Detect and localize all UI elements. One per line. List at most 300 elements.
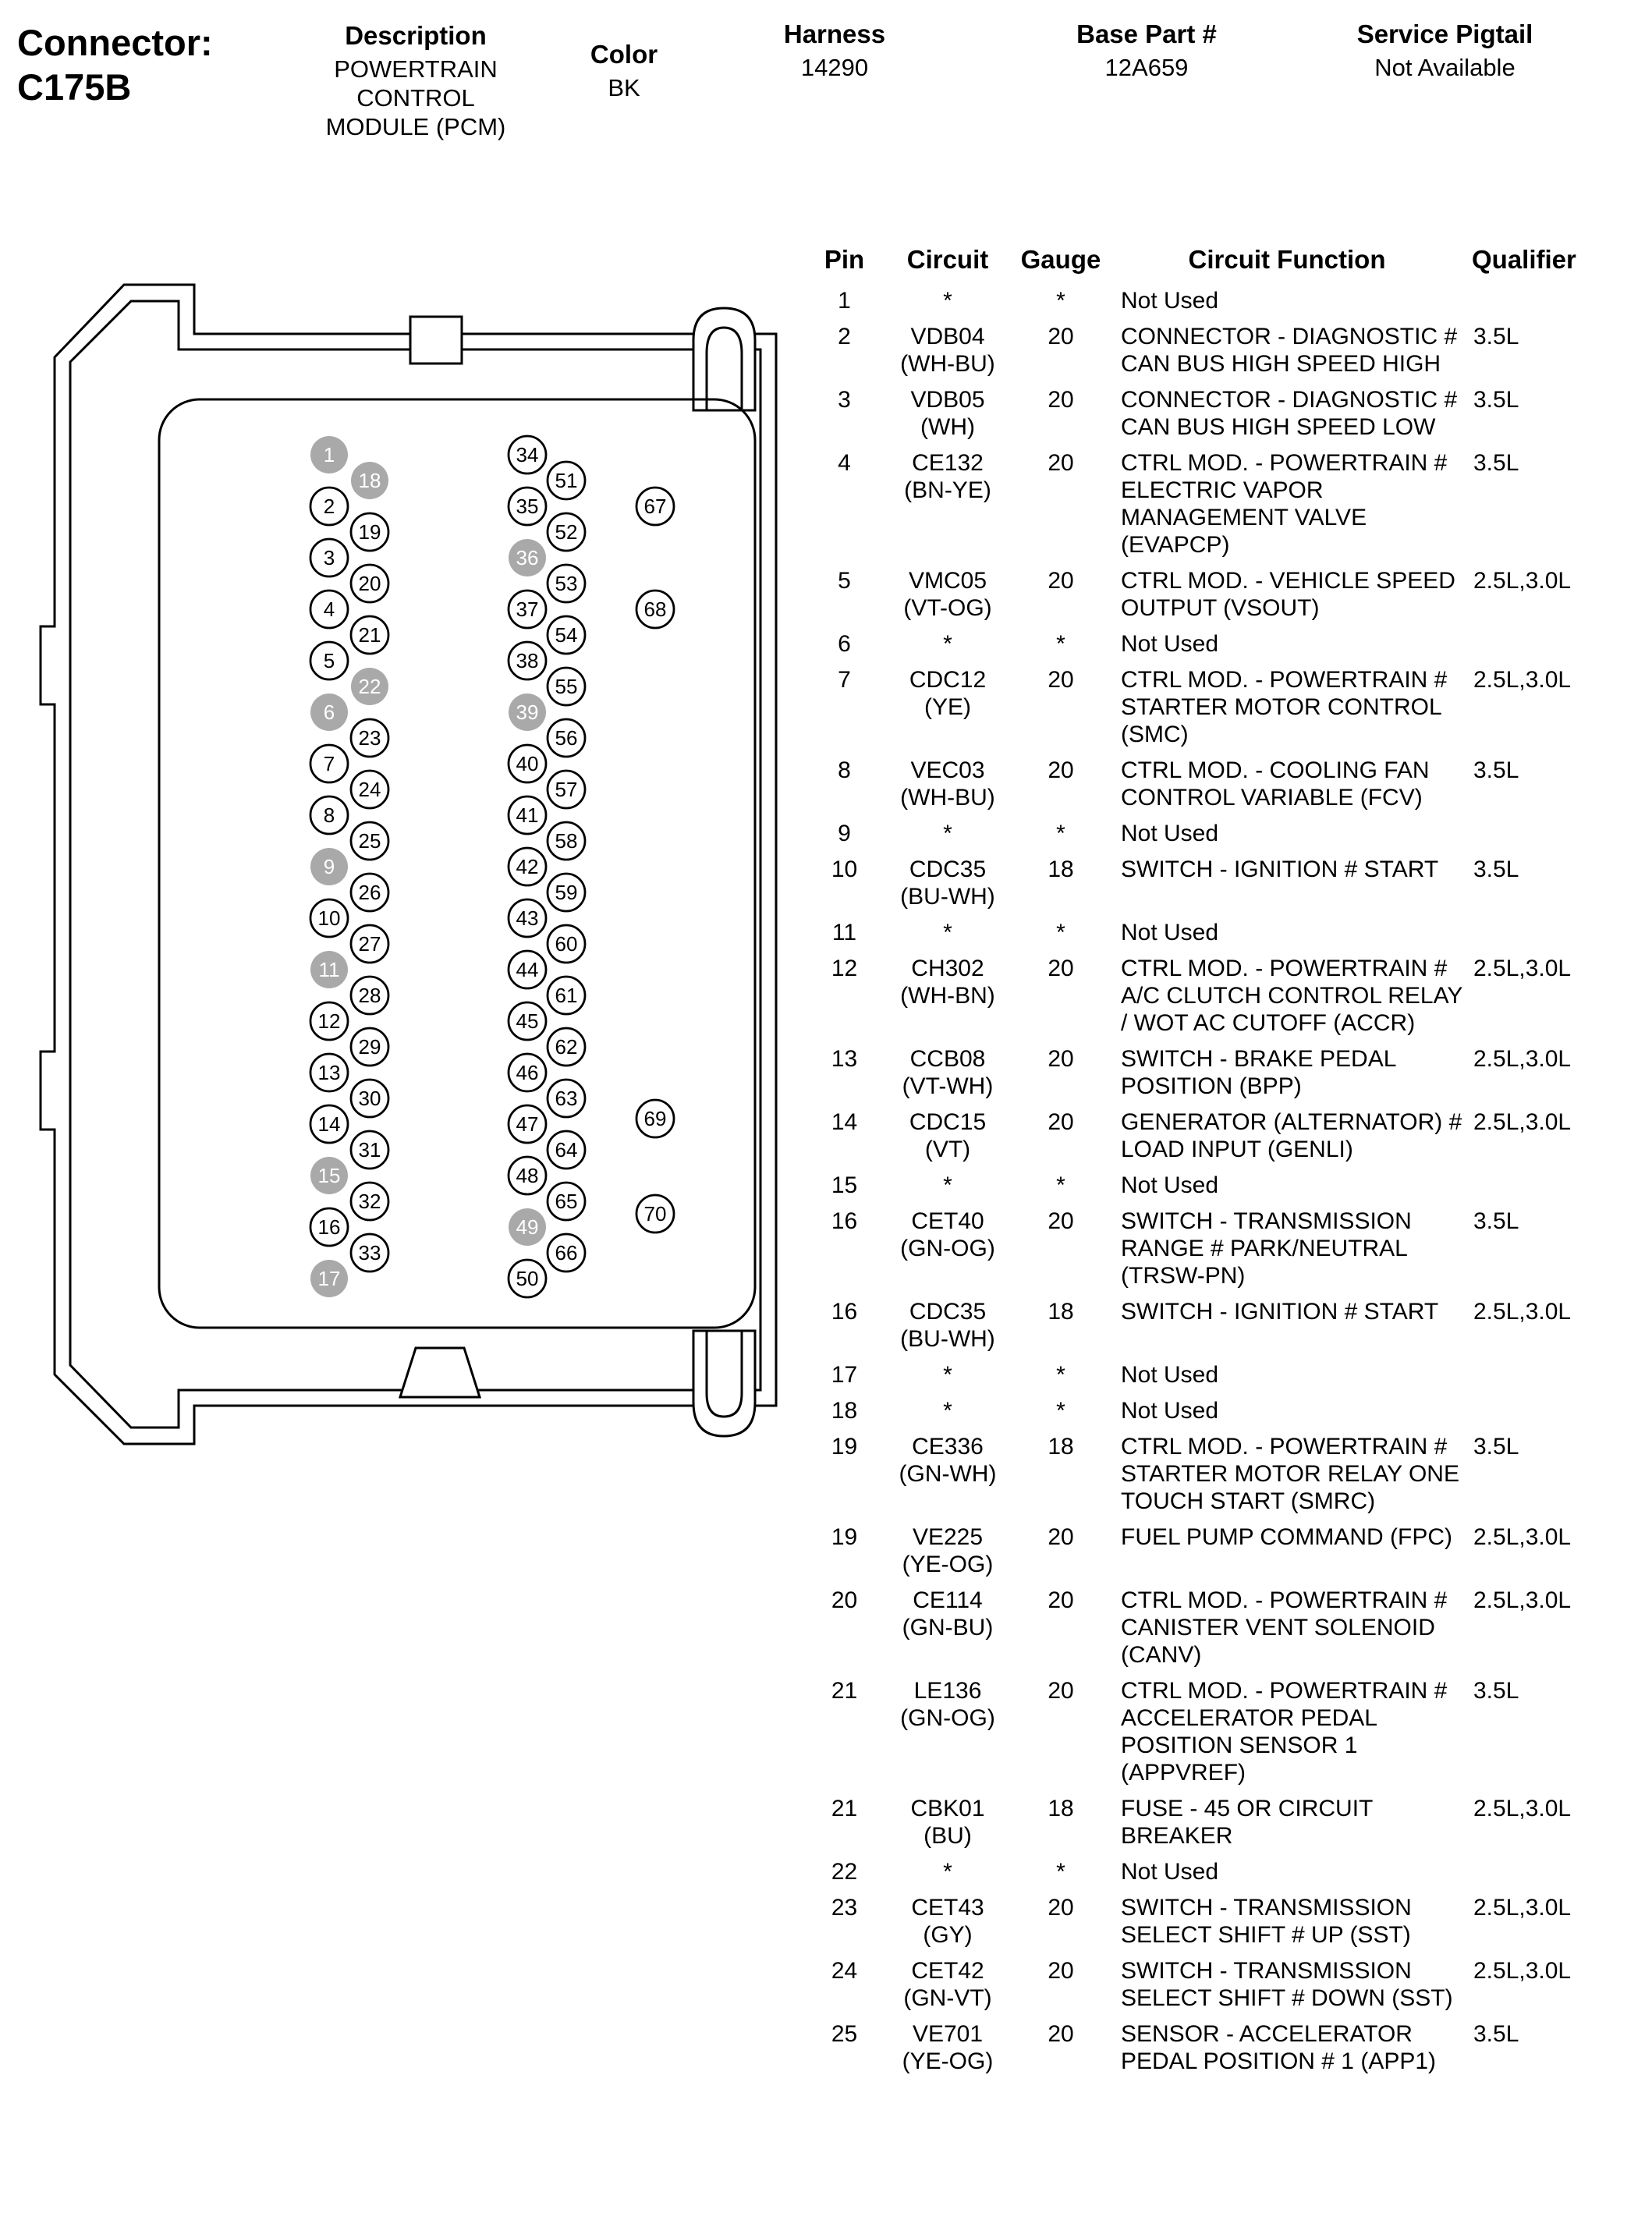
gauge-cell: 20 xyxy=(1048,1895,1074,1921)
circuit-color-code: (VT-OG) xyxy=(903,595,992,621)
pin-number-3: 3 xyxy=(323,546,335,569)
gauge-cell: 18 xyxy=(1048,1434,1074,1460)
pin-number-11: 11 xyxy=(318,958,340,981)
circuit-cell xyxy=(877,1677,1018,1786)
pin-table xyxy=(811,245,1650,2084)
gauge-cell: * xyxy=(1056,1362,1065,1388)
description-value: POWERTRAIN CONTROL MODULE (PCM) xyxy=(325,55,506,140)
pin-number-55: 55 xyxy=(555,675,578,698)
pin-number-32: 32 xyxy=(358,1190,381,1213)
circuit-code: CET40 xyxy=(911,1208,984,1234)
qualifier-cell: 3.5L xyxy=(1473,2021,1519,2047)
gauge-cell: * xyxy=(1056,821,1065,846)
pin-number-41: 41 xyxy=(516,803,539,827)
table-row-pin-15 xyxy=(811,1172,1650,1199)
pin-cell: 24 xyxy=(831,1958,858,1984)
pin-number-63: 63 xyxy=(555,1087,578,1110)
pin-number-17: 17 xyxy=(317,1267,341,1290)
circuit-cell xyxy=(877,1397,1018,1424)
qualifier-cell: 2.5L,3.0L xyxy=(1473,1524,1572,1550)
pin-number-15: 15 xyxy=(317,1164,341,1187)
gauge-cell: 20 xyxy=(1048,1678,1074,1704)
pin-cell: 14 xyxy=(831,1109,858,1135)
pin-number-9: 9 xyxy=(323,855,335,878)
pin-cell: 15 xyxy=(831,1172,858,1198)
qualifier-cell: 2.5L,3.0L xyxy=(1473,1796,1572,1821)
pin-number-24: 24 xyxy=(358,778,381,801)
circuit-function-cell: SENSOR - ACCELERATOR PEDAL POSITION # 1 (APP1) xyxy=(1121,2021,1437,2074)
qualifier-cell: 2.5L,3.0L xyxy=(1473,568,1572,594)
circuit-color-code: (BU) xyxy=(923,1823,972,1849)
pin-cell: 1 xyxy=(838,288,851,314)
pin-number-54: 54 xyxy=(555,623,578,647)
pin-number-50: 50 xyxy=(516,1267,539,1290)
circuit-function-cell: Not Used xyxy=(1121,1362,1219,1388)
circuit-code: CE132 xyxy=(912,450,984,476)
table-row-pin-22 xyxy=(811,1858,1650,1885)
circuit-color-code: (GN-WH) xyxy=(899,1461,997,1487)
color-label: Color xyxy=(590,40,658,69)
qualifier-cell: 2.5L,3.0L xyxy=(1473,1958,1572,1984)
circuit-function-cell: Not Used xyxy=(1121,920,1219,945)
circuit-color-code: (GN-VT) xyxy=(903,1985,992,2011)
circuit-color-code: (GN-BU) xyxy=(902,1615,994,1640)
circuit-code: * xyxy=(943,1859,952,1885)
pin-cell: 18 xyxy=(831,1398,858,1424)
qualifier-cell: 3.5L xyxy=(1473,387,1519,413)
pin-number-58: 58 xyxy=(555,829,578,853)
gauge-cell: 20 xyxy=(1048,2021,1074,2047)
pin-table-header xyxy=(811,245,1650,275)
connector-title xyxy=(17,20,213,109)
pin-number-25: 25 xyxy=(358,829,381,853)
pin-cell: 13 xyxy=(831,1046,858,1072)
circuit-cell xyxy=(877,1858,1018,1885)
circuit-cell xyxy=(877,1298,1018,1353)
gauge-cell: * xyxy=(1056,288,1065,314)
gauge-cell: 20 xyxy=(1048,450,1074,476)
pin-number-35: 35 xyxy=(516,495,539,518)
circuit-function-cell: CTRL MOD. - POWERTRAIN # STARTER MOTOR CONTROL (SMC) xyxy=(1121,667,1448,747)
pin-number-26: 26 xyxy=(358,881,381,904)
circuit-function-cell: SWITCH - TRANSMISSION SELECT SHIFT # UP (SST) xyxy=(1121,1895,1412,1948)
circuit-color-code: (GN-OG) xyxy=(900,1236,995,1261)
pin-number-68: 68 xyxy=(643,598,667,621)
circuit-code: VE225 xyxy=(912,1524,984,1550)
gauge-cell: * xyxy=(1056,920,1065,945)
gauge-cell: 18 xyxy=(1048,857,1074,882)
pin-number-34: 34 xyxy=(516,443,539,466)
pin-cell: 2 xyxy=(838,324,851,349)
pin-cell: 4 xyxy=(838,450,851,476)
qualifier-cell: 3.5L xyxy=(1473,1434,1519,1460)
pin-cell: 7 xyxy=(838,667,851,693)
pin-number-40: 40 xyxy=(516,752,539,775)
pin-number-37: 37 xyxy=(516,598,539,621)
connector-label: Connector: xyxy=(17,22,213,63)
circuit-color-code: (GN-OG) xyxy=(900,1705,995,1731)
circuit-code: * xyxy=(943,920,952,945)
qualifier-cell: 3.5L xyxy=(1473,757,1519,783)
pin-number-64: 64 xyxy=(555,1138,578,1162)
column-header-circuit: Circuit xyxy=(906,245,989,274)
table-row-pin-6 xyxy=(811,630,1650,658)
pin-number-4: 4 xyxy=(323,598,335,621)
circuit-color-code: (WH) xyxy=(920,414,975,440)
table-row-pin-16 xyxy=(811,1298,1650,1353)
circuit-color-code: (WH-BU) xyxy=(900,785,995,810)
circuit-function-cell: SWITCH - IGNITION # START xyxy=(1121,857,1439,882)
pin-number-2: 2 xyxy=(323,495,335,518)
circuit-cell xyxy=(877,630,1018,658)
service-pigtail-label: Service Pigtail xyxy=(1356,20,1533,48)
pin-number-66: 66 xyxy=(555,1241,578,1264)
pin-number-22: 22 xyxy=(358,675,381,698)
table-row-pin-9 xyxy=(811,820,1650,847)
circuit-code: VDB05 xyxy=(910,387,985,413)
circuit-function-cell: Not Used xyxy=(1121,821,1219,846)
pin-number-29: 29 xyxy=(358,1035,381,1059)
pin-number-52: 52 xyxy=(555,520,578,544)
pin-cell: 22 xyxy=(831,1859,858,1885)
header-color xyxy=(573,39,675,102)
qualifier-cell: 2.5L,3.0L xyxy=(1473,1109,1572,1135)
gauge-cell: 20 xyxy=(1048,1524,1074,1550)
circuit-function-cell: Not Used xyxy=(1121,631,1219,657)
gauge-cell: 20 xyxy=(1048,1046,1074,1072)
qualifier-cell: 3.5L xyxy=(1473,1208,1519,1234)
pin-number-16: 16 xyxy=(317,1215,341,1239)
qualifier-cell: 3.5L xyxy=(1473,450,1519,476)
circuit-cell xyxy=(877,856,1018,910)
pin-number-12: 12 xyxy=(317,1009,341,1033)
circuit-code: * xyxy=(943,821,952,846)
circuit-color-code: (WH-BN) xyxy=(900,983,995,1009)
circuit-cell xyxy=(877,1108,1018,1163)
circuit-cell xyxy=(877,919,1018,946)
circuit-cell xyxy=(877,323,1018,378)
circuit-color-code: (BU-WH) xyxy=(900,1326,995,1352)
circuit-function-cell: FUSE - 45 OR CIRCUIT BREAKER xyxy=(1121,1796,1373,1849)
pin-number-6: 6 xyxy=(323,701,335,724)
circuit-code: * xyxy=(943,631,952,657)
pin-number-69: 69 xyxy=(643,1107,667,1130)
gauge-cell: 20 xyxy=(1048,1958,1074,1984)
circuit-code: VEC03 xyxy=(910,757,985,783)
latch-tab-bottom xyxy=(693,1331,755,1436)
pin-number-70: 70 xyxy=(643,1202,667,1225)
gauge-cell: * xyxy=(1056,1859,1065,1885)
pin-cell: 25 xyxy=(831,2021,858,2047)
circuit-code: CBK01 xyxy=(910,1796,985,1821)
table-row-pin-3 xyxy=(811,386,1650,441)
circuit-code: CE336 xyxy=(912,1434,984,1460)
pin-number-39: 39 xyxy=(516,701,539,724)
circuit-code: CDC15 xyxy=(909,1109,987,1135)
circuit-function-cell: CTRL MOD. - POWERTRAIN # STARTER MOTOR RELAY ONE TOUCH START (SMRC) xyxy=(1121,1434,1459,1514)
circuit-color-code: (BU-WH) xyxy=(900,884,995,910)
circuit-function-cell: SWITCH - IGNITION # START xyxy=(1121,1299,1439,1325)
circuit-cell xyxy=(877,449,1018,559)
pin-number-49: 49 xyxy=(516,1215,539,1239)
qualifier-cell xyxy=(1470,1397,1650,1424)
pin-cell: 16 xyxy=(831,1208,858,1234)
circuit-code: CET42 xyxy=(911,1958,984,1984)
circuit-code: CH302 xyxy=(911,956,984,981)
pin-number-18: 18 xyxy=(358,469,381,492)
pin-number-53: 53 xyxy=(555,572,578,595)
table-row-pin-17 xyxy=(811,1361,1650,1389)
qualifier-cell: 3.5L xyxy=(1473,324,1519,349)
pin-number-48: 48 xyxy=(516,1164,539,1187)
header-service-pigtail xyxy=(1310,19,1579,82)
circuit-function-cell: CTRL MOD. - POWERTRAIN # A/C CLUTCH CONTROL RELAY / WOT AC CUTOFF (ACCR) xyxy=(1121,956,1462,1036)
circuit-function-cell: CTRL MOD. - POWERTRAIN # ACCELERATOR PEDAL POSITION SENSOR 1 (APPVREF) xyxy=(1121,1678,1448,1786)
pin-number-43: 43 xyxy=(516,906,539,930)
circuit-code: * xyxy=(943,1172,952,1198)
pin-number-38: 38 xyxy=(516,649,539,672)
circuit-cell xyxy=(877,1587,1018,1669)
table-row-pin-14 xyxy=(811,1108,1650,1163)
table-row-pin-13 xyxy=(811,1045,1650,1100)
circuit-cell xyxy=(877,1894,1018,1949)
circuit-cell xyxy=(877,1795,1018,1850)
gauge-cell: 20 xyxy=(1048,387,1074,413)
circuit-function-cell: CTRL MOD. - POWERTRAIN # CANISTER VENT SOLENOID (CANV) xyxy=(1121,1587,1448,1668)
circuit-function-cell: FUEL PUMP COMMAND (FPC) xyxy=(1121,1524,1453,1550)
table-row-pin-25 xyxy=(811,2020,1650,2075)
gauge-cell: 20 xyxy=(1048,757,1074,783)
circuit-code: LE136 xyxy=(913,1678,982,1704)
column-header-qualifier: Qualifier xyxy=(1472,245,1576,274)
circuit-code: VMC05 xyxy=(908,568,987,594)
circuit-function-cell: CTRL MOD. - POWERTRAIN # ELECTRIC VAPOR MANAGEMENT VALVE (EVAPCP) xyxy=(1121,450,1448,558)
gauge-cell: 18 xyxy=(1048,1299,1074,1325)
circuit-function-cell: Not Used xyxy=(1121,1859,1219,1885)
pin-number-19: 19 xyxy=(358,520,381,544)
column-header-circuit-function: Circuit Function xyxy=(1188,245,1386,274)
circuit-code: * xyxy=(943,1398,952,1424)
keyway-top xyxy=(410,317,462,364)
table-row-pin-2 xyxy=(811,323,1650,378)
table-row-pin-7 xyxy=(811,666,1650,748)
circuit-code: CDC35 xyxy=(909,857,987,882)
table-row-pin-21 xyxy=(811,1677,1650,1786)
qualifier-cell xyxy=(1470,1858,1650,1885)
pin-cell: 21 xyxy=(831,1678,858,1704)
service-pigtail-value: Not Available xyxy=(1374,54,1516,81)
pin-number-46: 46 xyxy=(516,1061,539,1084)
qualifier-cell xyxy=(1470,820,1650,847)
table-row-pin-12 xyxy=(811,955,1650,1037)
pin-number-57: 57 xyxy=(555,778,578,801)
circuit-function-cell: SWITCH - BRAKE PEDAL POSITION (BPP) xyxy=(1121,1046,1396,1099)
color-value: BK xyxy=(608,74,640,101)
circuit-color-code: (BN-YE) xyxy=(904,477,991,503)
qualifier-cell xyxy=(1470,1361,1650,1389)
pin-cell: 21 xyxy=(831,1796,858,1821)
circuit-cell xyxy=(877,1957,1018,2012)
table-row-pin-19 xyxy=(811,1433,1650,1515)
table-row-pin-4 xyxy=(811,449,1650,559)
qualifier-cell xyxy=(1470,1172,1650,1199)
qualifier-cell: 2.5L,3.0L xyxy=(1473,667,1572,693)
pin-cell: 3 xyxy=(838,387,851,413)
pin-number-23: 23 xyxy=(358,726,381,750)
gauge-cell: 20 xyxy=(1048,956,1074,981)
circuit-code: CCB08 xyxy=(909,1046,986,1072)
pin-number-33: 33 xyxy=(358,1241,381,1264)
circuit-code: CE114 xyxy=(913,1587,983,1613)
circuit-cell xyxy=(877,757,1018,811)
circuit-function-cell: SWITCH - TRANSMISSION SELECT SHIFT # DOWN (SST) xyxy=(1121,1958,1453,2011)
circuit-color-code: (YE-OG) xyxy=(902,2048,994,2074)
pin-cell: 19 xyxy=(831,1524,858,1550)
pin-number-20: 20 xyxy=(358,572,381,595)
qualifier-cell: 2.5L,3.0L xyxy=(1473,1046,1572,1072)
circuit-color-code: (VT-WH) xyxy=(902,1073,994,1099)
circuit-cell xyxy=(877,1361,1018,1389)
gauge-cell: 20 xyxy=(1048,1587,1074,1613)
circuit-color-code: (WH-BU) xyxy=(900,351,995,377)
pin-number-14: 14 xyxy=(317,1112,341,1136)
circuit-color-code: (YE-OG) xyxy=(902,1552,994,1577)
pin-number-62: 62 xyxy=(555,1035,578,1059)
table-row-pin-21 xyxy=(811,1795,1650,1850)
gauge-cell: * xyxy=(1056,1398,1065,1424)
circuit-cell xyxy=(877,666,1018,748)
harness-value: 14290 xyxy=(800,54,869,81)
qualifier-cell xyxy=(1470,287,1650,314)
pin-cell: 10 xyxy=(831,857,858,882)
circuit-color-code: (GY) xyxy=(923,1922,973,1948)
pin-number-61: 61 xyxy=(555,984,578,1007)
pin-number-10: 10 xyxy=(317,906,341,930)
gauge-cell: 20 xyxy=(1048,1208,1074,1234)
table-row-pin-20 xyxy=(811,1587,1650,1669)
qualifier-cell xyxy=(1470,919,1650,946)
circuit-function-cell: CTRL MOD. - VEHICLE SPEED OUTPUT (VSOUT) xyxy=(1121,568,1455,621)
table-row-pin-18 xyxy=(811,1397,1650,1424)
connector-outline-outer xyxy=(41,285,776,1444)
circuit-cell xyxy=(877,1208,1018,1289)
circuit-color-code: (YE) xyxy=(924,694,971,720)
pin-number-13: 13 xyxy=(317,1061,341,1084)
pin-number-60: 60 xyxy=(555,932,578,956)
circuit-function-cell: CONNECTOR - DIAGNOSTIC # CAN BUS HIGH SPEED LOW xyxy=(1121,387,1458,440)
circuit-code: VE701 xyxy=(912,2021,984,2047)
circuit-code: * xyxy=(943,288,952,314)
table-row-pin-1 xyxy=(811,287,1650,314)
gauge-cell: * xyxy=(1056,1172,1065,1198)
circuit-function-cell: CONNECTOR - DIAGNOSTIC # CAN BUS HIGH SPEED HIGH xyxy=(1121,324,1458,377)
connector-id: C175B xyxy=(17,66,132,108)
circuit-cell xyxy=(877,955,1018,1037)
circuit-function-cell: Not Used xyxy=(1121,1398,1219,1424)
circuit-function-cell: Not Used xyxy=(1121,1172,1219,1198)
pin-cell: 8 xyxy=(838,757,851,783)
connector-diagram xyxy=(22,279,802,1457)
qualifier-cell: 3.5L xyxy=(1473,1678,1519,1704)
table-row-pin-5 xyxy=(811,567,1650,622)
gauge-cell: 20 xyxy=(1048,667,1074,693)
pin-number-36: 36 xyxy=(516,546,539,569)
header-description xyxy=(287,20,544,141)
qualifier-cell: 2.5L,3.0L xyxy=(1473,1895,1572,1921)
qualifier-cell xyxy=(1470,630,1650,658)
pin-number-42: 42 xyxy=(516,855,539,878)
circuit-function-cell: SWITCH - TRANSMISSION RANGE # PARK/NEUTRAL (TRSW-PN) xyxy=(1121,1208,1412,1289)
circuit-code: CDC35 xyxy=(909,1299,987,1325)
gauge-cell: 20 xyxy=(1048,324,1074,349)
table-row-pin-19 xyxy=(811,1523,1650,1578)
circuit-code: VDB04 xyxy=(910,324,985,349)
pin-number-59: 59 xyxy=(555,881,578,904)
column-header-pin: Pin xyxy=(824,245,865,274)
pin-number-45: 45 xyxy=(516,1009,539,1033)
circuit-function-cell: Not Used xyxy=(1121,288,1219,314)
pin-number-28: 28 xyxy=(358,984,381,1007)
pin-number-30: 30 xyxy=(358,1087,381,1110)
pin-cell: 12 xyxy=(831,956,858,981)
pin-cell: 17 xyxy=(831,1362,858,1388)
gauge-cell: 20 xyxy=(1048,568,1074,594)
table-row-pin-8 xyxy=(811,757,1650,811)
pin-number-27: 27 xyxy=(358,932,381,956)
table-row-pin-23 xyxy=(811,1894,1650,1949)
pin-cell: 11 xyxy=(831,920,857,945)
pin-cell: 20 xyxy=(831,1587,858,1613)
pin-number-51: 51 xyxy=(555,469,578,492)
pin-number-8: 8 xyxy=(323,803,335,827)
pin-cell: 19 xyxy=(831,1434,858,1460)
circuit-cell xyxy=(877,1523,1018,1578)
pin-number-67: 67 xyxy=(643,495,667,518)
pin-number-44: 44 xyxy=(516,958,539,981)
harness-label: Harness xyxy=(783,20,886,48)
qualifier-cell: 2.5L,3.0L xyxy=(1473,956,1572,981)
gauge-cell: * xyxy=(1056,631,1065,657)
gauge-cell: 18 xyxy=(1048,1796,1074,1821)
pin-number-65: 65 xyxy=(555,1190,578,1213)
table-row-pin-16 xyxy=(811,1208,1650,1289)
pin-number-47: 47 xyxy=(516,1112,539,1136)
qualifier-cell: 3.5L xyxy=(1473,857,1519,882)
qualifier-cell: 2.5L,3.0L xyxy=(1473,1299,1572,1325)
pin-table-rows xyxy=(811,287,1650,2075)
base-part-value: 12A659 xyxy=(1104,54,1189,81)
pin-number-7: 7 xyxy=(323,752,335,775)
pin-cell: 9 xyxy=(838,821,851,846)
circuit-code: * xyxy=(943,1362,952,1388)
circuit-cell xyxy=(877,1433,1018,1515)
pin-cell: 5 xyxy=(838,568,851,594)
header-harness xyxy=(737,19,932,82)
description-label: Description xyxy=(345,21,487,50)
pin-number-56: 56 xyxy=(555,726,578,750)
latch-tab-top xyxy=(693,308,755,410)
circuit-cell xyxy=(877,567,1018,622)
pin-number-21: 21 xyxy=(358,623,381,647)
pin-cell: 16 xyxy=(831,1299,858,1325)
qualifier-cell: 2.5L,3.0L xyxy=(1473,1587,1572,1613)
circuit-cell xyxy=(877,1172,1018,1199)
table-row-pin-24 xyxy=(811,1957,1650,2012)
table-row-pin-10 xyxy=(811,856,1650,910)
pin-number-1: 1 xyxy=(323,443,335,466)
pin-cell: 6 xyxy=(838,631,851,657)
pin-cell: 23 xyxy=(831,1895,858,1921)
